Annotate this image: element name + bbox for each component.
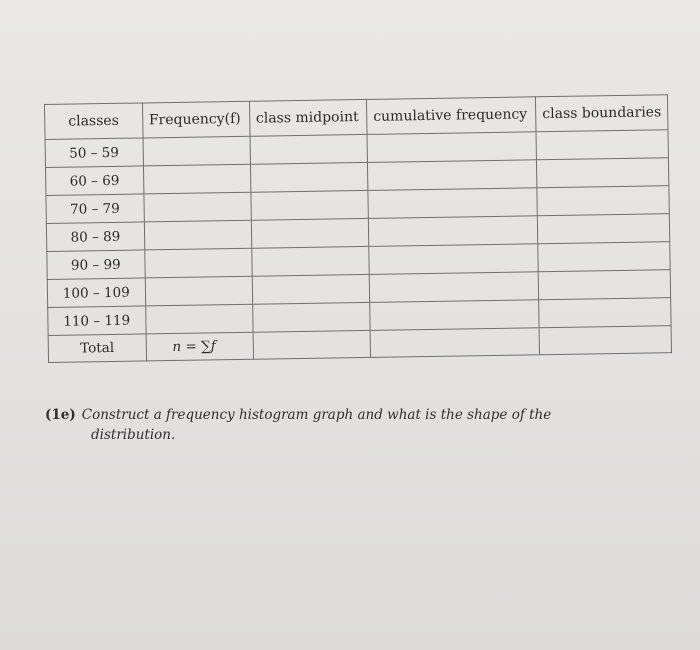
- class-boundaries-cell[interactable]: [539, 298, 671, 328]
- midpoint-cell[interactable]: [252, 274, 370, 304]
- midpoint-cell[interactable]: [252, 302, 370, 332]
- question-number: (1e): [45, 407, 76, 423]
- class-boundaries-cell[interactable]: [537, 214, 669, 244]
- frequency-cell[interactable]: [145, 304, 252, 334]
- class-cell: 100 – 109: [47, 278, 145, 308]
- total-empty-cell: [370, 328, 540, 358]
- class-boundaries-cell[interactable]: [537, 158, 669, 188]
- total-empty-cell: [253, 330, 371, 359]
- frequency-cell[interactable]: [144, 248, 251, 278]
- cumulative-frequency-cell[interactable]: [369, 272, 539, 303]
- frequency-cell[interactable]: [143, 136, 250, 166]
- class-cell: 70 – 79: [46, 194, 144, 224]
- frequency-cell[interactable]: [145, 276, 252, 306]
- class-boundaries-cell[interactable]: [537, 186, 669, 216]
- header-class-midpoint: class midpoint: [249, 99, 367, 136]
- header-classes: classes: [45, 103, 143, 140]
- frequency-table: [44, 94, 672, 357]
- cumulative-frequency-cell[interactable]: [370, 300, 540, 331]
- header-cumulative-frequency: cumulative frequency: [366, 97, 536, 135]
- class-boundaries-cell[interactable]: [538, 270, 670, 300]
- cumulative-frequency-cell[interactable]: [369, 244, 539, 275]
- midpoint-cell[interactable]: [251, 246, 369, 276]
- frequency-cell[interactable]: [144, 220, 251, 250]
- midpoint-cell[interactable]: [250, 134, 368, 164]
- class-cell: 90 – 99: [47, 250, 145, 280]
- midpoint-cell[interactable]: [251, 218, 369, 248]
- question-1e: [45, 405, 601, 445]
- class-boundaries-cell[interactable]: [536, 130, 668, 160]
- header-frequency: Frequency(f): [142, 101, 250, 138]
- class-cell: 60 – 69: [45, 166, 143, 196]
- frequency-cell[interactable]: [143, 164, 250, 194]
- cumulative-frequency-cell[interactable]: [368, 216, 538, 247]
- cumulative-frequency-cell[interactable]: [367, 132, 537, 163]
- frequency-cell[interactable]: [144, 192, 251, 222]
- question-text: Construct a frequency histogram graph and what is the shape of the distribution.: [81, 407, 552, 443]
- class-cell: 50 – 59: [45, 138, 143, 168]
- total-label: Total: [48, 334, 146, 363]
- cumulative-frequency-cell[interactable]: [367, 160, 537, 191]
- cumulative-frequency-cell[interactable]: [368, 188, 538, 219]
- class-cell: 110 – 119: [48, 306, 146, 336]
- total-empty-cell: [539, 326, 671, 355]
- class-cell: 80 – 89: [46, 222, 144, 252]
- midpoint-cell[interactable]: [250, 162, 368, 192]
- total-formula: n = ∑f: [146, 332, 253, 361]
- class-boundaries-cell[interactable]: [538, 242, 670, 272]
- header-class-boundaries: class boundaries: [536, 95, 668, 132]
- midpoint-cell[interactable]: [251, 190, 369, 220]
